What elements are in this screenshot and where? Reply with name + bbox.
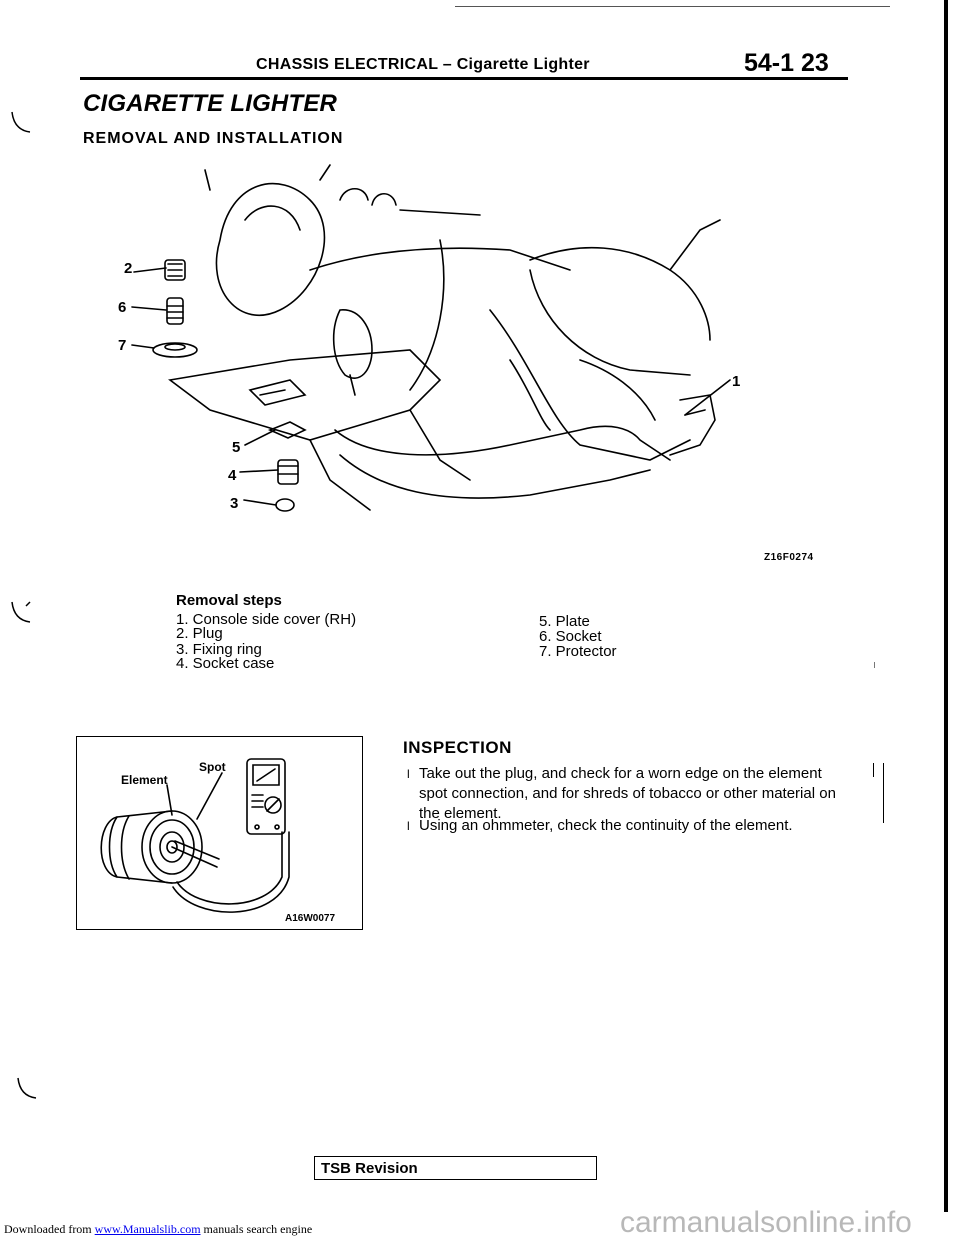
margin-mark	[883, 763, 884, 823]
label-spot: Spot	[199, 760, 226, 774]
binding-mark	[8, 598, 38, 628]
tsb-label: TSB Revision	[321, 1160, 418, 1177]
header-rule	[80, 77, 848, 80]
removal-steps-heading: Removal steps	[176, 592, 282, 609]
page-title: CIGARETTE LIGHTER	[83, 90, 338, 117]
bullet-text: Take out the plug, and check for a worn edge on the element spot connection, and for shreds of tobacco or other material on the element.	[419, 765, 836, 822]
removal-step: 5. Plate	[539, 613, 590, 630]
binding-mark	[8, 108, 38, 138]
footer-link[interactable]: www.Manualslib.com	[94, 1222, 201, 1236]
page-number: 54-1 23	[744, 49, 829, 77]
removal-step: 3. Fixing ring	[176, 641, 262, 658]
inspection-bullet	[407, 816, 843, 836]
footer-watermark: carmanualsonline.info	[620, 1206, 912, 1239]
page-edge-bar	[944, 0, 948, 1212]
callout-label: 7	[118, 337, 127, 354]
callout-label: 1	[732, 373, 741, 390]
binding-mark	[14, 1074, 44, 1104]
margin-mark	[873, 763, 874, 777]
callout-label: 2	[124, 260, 133, 277]
bullet-text: Using an ohmmeter, check the continuity of the element.	[419, 817, 793, 834]
callout-label: 5	[232, 439, 241, 456]
figure-code: Z16F0274	[764, 552, 814, 563]
footer-prefix: Downloaded from	[4, 1222, 92, 1236]
tsb-revision-box	[314, 1156, 597, 1180]
top-thin-rule	[455, 6, 890, 7]
inspection-bullet	[407, 764, 843, 824]
callout-label: 4	[228, 467, 237, 484]
running-header: CHASSIS ELECTRICAL – Cigarette Lighter	[256, 56, 590, 73]
inspection-heading: INSPECTION	[403, 738, 512, 757]
bullet-marker: l	[407, 767, 410, 781]
removal-step: 4. Socket case	[176, 655, 275, 672]
bullet-marker: l	[407, 819, 410, 833]
inspection-figure	[76, 736, 363, 930]
section-subtitle: REMOVAL AND INSTALLATION	[83, 130, 344, 147]
figure-code: A16W0077	[285, 913, 336, 924]
footer-suffix: manuals search engine	[203, 1222, 313, 1236]
margin-mark	[874, 662, 875, 668]
callout-label: 6	[118, 299, 127, 316]
removal-step: 1. Console side cover (RH)	[176, 611, 357, 628]
ohmmeter-illustration	[77, 737, 361, 928]
removal-step: 6. Socket	[539, 628, 602, 645]
removal-step: 7. Protector	[539, 643, 617, 660]
footer-attribution	[4, 1222, 312, 1237]
console-illustration	[110, 160, 830, 540]
label-element: Element	[121, 773, 168, 787]
removal-step: 2. Plug	[176, 625, 223, 642]
callout-label: 3	[230, 495, 239, 512]
